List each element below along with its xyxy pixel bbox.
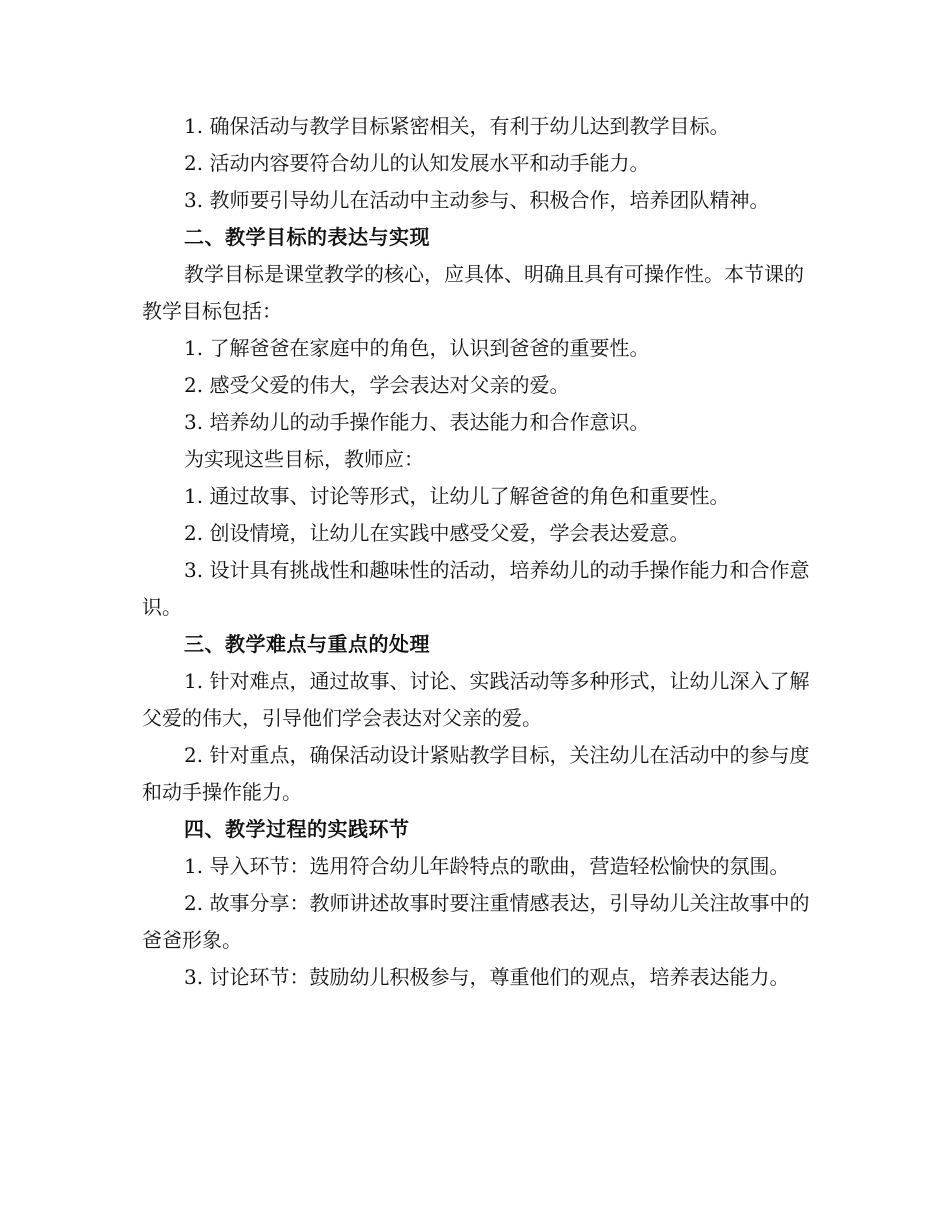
list-item: 2. 活动内容要符合幼儿的认知发展水平和动手能力。 [184, 151, 650, 175]
list-item: 1. 了解爸爸在家庭中的角色，认识到爸爸的重要性。 [184, 336, 650, 360]
list-item: 1. 确保活动与教学目标紧密相关，有利于幼儿达到教学目标。 [184, 114, 730, 138]
list-item: 2. 故事分享：教师讲述故事时要注重情感表达，引导幼儿关注故事中的爸爸形象。 [142, 891, 810, 952]
list-item: 1. 针对难点，通过故事、讨论、实践活动等多种形式，让幼儿深入了解父爱的伟大，引导他们学会表达对父亲的爱。 [142, 669, 810, 730]
list-item: 2. 针对重点，确保活动设计紧贴教学目标，关注幼儿在活动中的参与度和动手操作能力。 [142, 743, 810, 804]
list-item: 1. 通过故事、讨论等形式，让幼儿了解爸爸的角色和重要性。 [184, 484, 730, 508]
section-heading: 三、教学难点与重点的处理 [184, 632, 430, 656]
section-heading: 四、教学过程的实践环节 [184, 817, 410, 841]
list-item: 3. 教师要引导幼儿在活动中主动参与、积极合作，培养团队精神。 [184, 188, 770, 212]
list-item: 3. 讨论环节：鼓励幼儿积极参与，尊重他们的观点，培养表达能力。 [184, 965, 790, 989]
section-heading: 二、教学目标的表达与实现 [184, 225, 430, 249]
list-item: 1. 导入环节：选用符合幼儿年龄特点的歌曲，营造轻松愉快的氛围。 [184, 854, 790, 878]
list-item: 2. 感受父爱的伟大，学会表达对父亲的爱。 [184, 373, 570, 397]
body-paragraph: 为实现这些目标，教师应： [184, 447, 424, 471]
list-item: 3. 设计具有挑战性和趣味性的活动，培养幼儿的动手操作能力和合作意识。 [142, 558, 810, 619]
document-body [142, 108, 810, 996]
list-item: 3. 培养幼儿的动手操作能力、表达能力和合作意识。 [184, 410, 650, 434]
body-paragraph: 教学目标是课堂教学的核心，应具体、明确且具有可操作性。本节课的教学目标包括： [142, 262, 804, 323]
list-item: 2. 创设情境，让幼儿在实践中感受父爱，学会表达爱意。 [184, 521, 690, 545]
